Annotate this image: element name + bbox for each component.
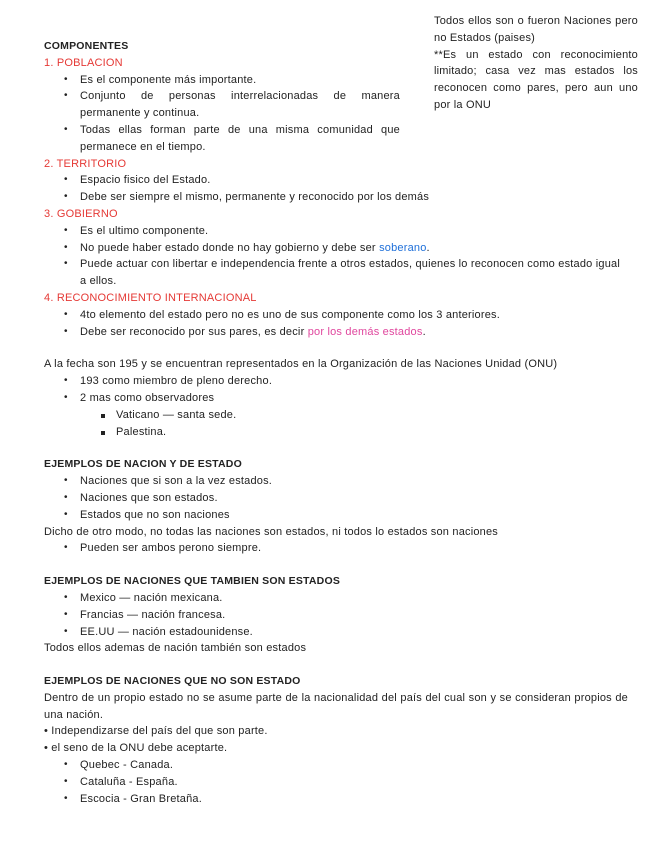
list-item: • Francias — nación francesa. xyxy=(80,607,628,624)
naciones-estados-list xyxy=(44,590,628,640)
list-item: • Pueden ser ambos perono siempre. xyxy=(80,540,628,557)
nacion-estado-heading: EJEMPLOS DE NACION Y DE ESTADO xyxy=(44,458,242,471)
reconocimiento-list xyxy=(44,307,628,341)
list-item: • 193 como miembro de pleno derecho. xyxy=(80,373,628,390)
poblacion-title: 1. POBLACION xyxy=(44,56,123,69)
document-body xyxy=(44,38,628,807)
naciones-no-estado-heading: EJEMPLOS DE NACIONES QUE NO SON ESTADO xyxy=(44,675,301,688)
list-item: • Naciones que son estados. xyxy=(80,490,628,507)
list-item-text: . xyxy=(426,241,430,254)
naciones-no-estado-text: Dentro de un propio estado no se asume parte de la nacionalidad del país del cual son y se consideran propios de una nación. xyxy=(44,691,628,721)
observadores-list xyxy=(80,407,628,441)
list-item: • Cataluña - España. xyxy=(80,774,628,791)
list-item xyxy=(80,240,628,257)
naciones-no-estado-line-1: • Independizarse del país del que son parte. xyxy=(44,725,268,738)
territorio-title: 2. TERRITORIO xyxy=(44,157,127,170)
nacion-estado-list xyxy=(44,473,628,523)
list-item: • Espacio fisico del Estado. xyxy=(80,172,628,189)
list-item: • Naciones que si son a la vez estados. xyxy=(80,473,628,490)
nacion-estado-text: Dicho de otro modo, no todas las naciones son estados, ni todos lo estados son naciones xyxy=(44,525,499,538)
list-item: • Mexico — nación mexicana. xyxy=(80,590,628,607)
naciones-estados-text: Todos ellos ademas de nación también son estados xyxy=(44,642,307,655)
list-item xyxy=(80,390,628,440)
list-item: • 4to elemento del estado pero no es uno de sus componente como los 3 anteriores. xyxy=(80,307,628,324)
gobierno-title: 3. GOBIERNO xyxy=(44,207,118,220)
territorio-list xyxy=(44,172,628,206)
list-item: • Es el ultimo componente. xyxy=(80,223,628,240)
list-item-text: Debe ser reconocido por sus pares, es decir xyxy=(80,325,308,338)
list-item-text: No puede haber estado donde no hay gobierno y debe ser xyxy=(80,241,380,254)
list-item: • Puede actuar con libertar e independencia frente a otros estados, quienes lo reconocen como estado igual a ellos. xyxy=(80,256,628,290)
reconocimiento-title: 4. RECONOCIMIENTO INTERNACIONAL xyxy=(44,291,257,304)
list-item: • Conjunto de personas interrelacionadas de manera permanente y continua. xyxy=(80,88,400,122)
highlight-soberano: soberano xyxy=(379,241,427,254)
list-item: • Estados que no son naciones xyxy=(80,507,628,524)
gobierno-list xyxy=(44,223,628,290)
list-item: Palestina. xyxy=(116,424,628,441)
highlight-demas-estados: por los demás estados xyxy=(307,325,423,338)
naciones-no-estado-line-2: • el seno de la ONU debe aceptarte. xyxy=(44,742,228,755)
componentes-heading: COMPONENTES xyxy=(44,40,129,52)
list-item: • Quebec - Canada. xyxy=(80,757,628,774)
list-item-text: 2 mas como observadores xyxy=(80,391,215,404)
list-item: Vaticano — santa sede. xyxy=(116,407,628,424)
naciones-estados-heading: EJEMPLOS DE NACIONES QUE TAMBIEN SON ESTADOS xyxy=(44,575,341,588)
list-item: • Debe ser siempre el mismo, permanente y reconocido por los demás xyxy=(80,189,628,206)
poblacion-list xyxy=(44,72,400,156)
note-line-2: **Es un estado con reconocimiento limitado; casa vez mas estados los reconocen como pares, pero aun uno por la ONU xyxy=(434,48,638,111)
naciones-no-estado-list xyxy=(44,757,628,807)
list-item: • Escocia - Gran Bretaña. xyxy=(80,791,628,808)
list-item-text: . xyxy=(422,325,426,338)
note-line-1: Todos ellos son o fueron Naciones pero no Estados (paises) xyxy=(434,15,638,44)
nacion-estado-list-2 xyxy=(44,540,628,557)
onu-list xyxy=(44,373,628,440)
list-item xyxy=(80,324,628,341)
list-item: • EE.UU — nación estadounidense. xyxy=(80,624,628,641)
onu-intro: A la fecha son 195 y se encuentran representados en la Organización de las Naciones Unidad (ONU) xyxy=(44,358,558,371)
list-item: • Todas ellas forman parte de una misma comunidad que permanece en el tiempo. xyxy=(80,122,400,156)
list-item: • Es el componente más importante. xyxy=(80,72,400,89)
